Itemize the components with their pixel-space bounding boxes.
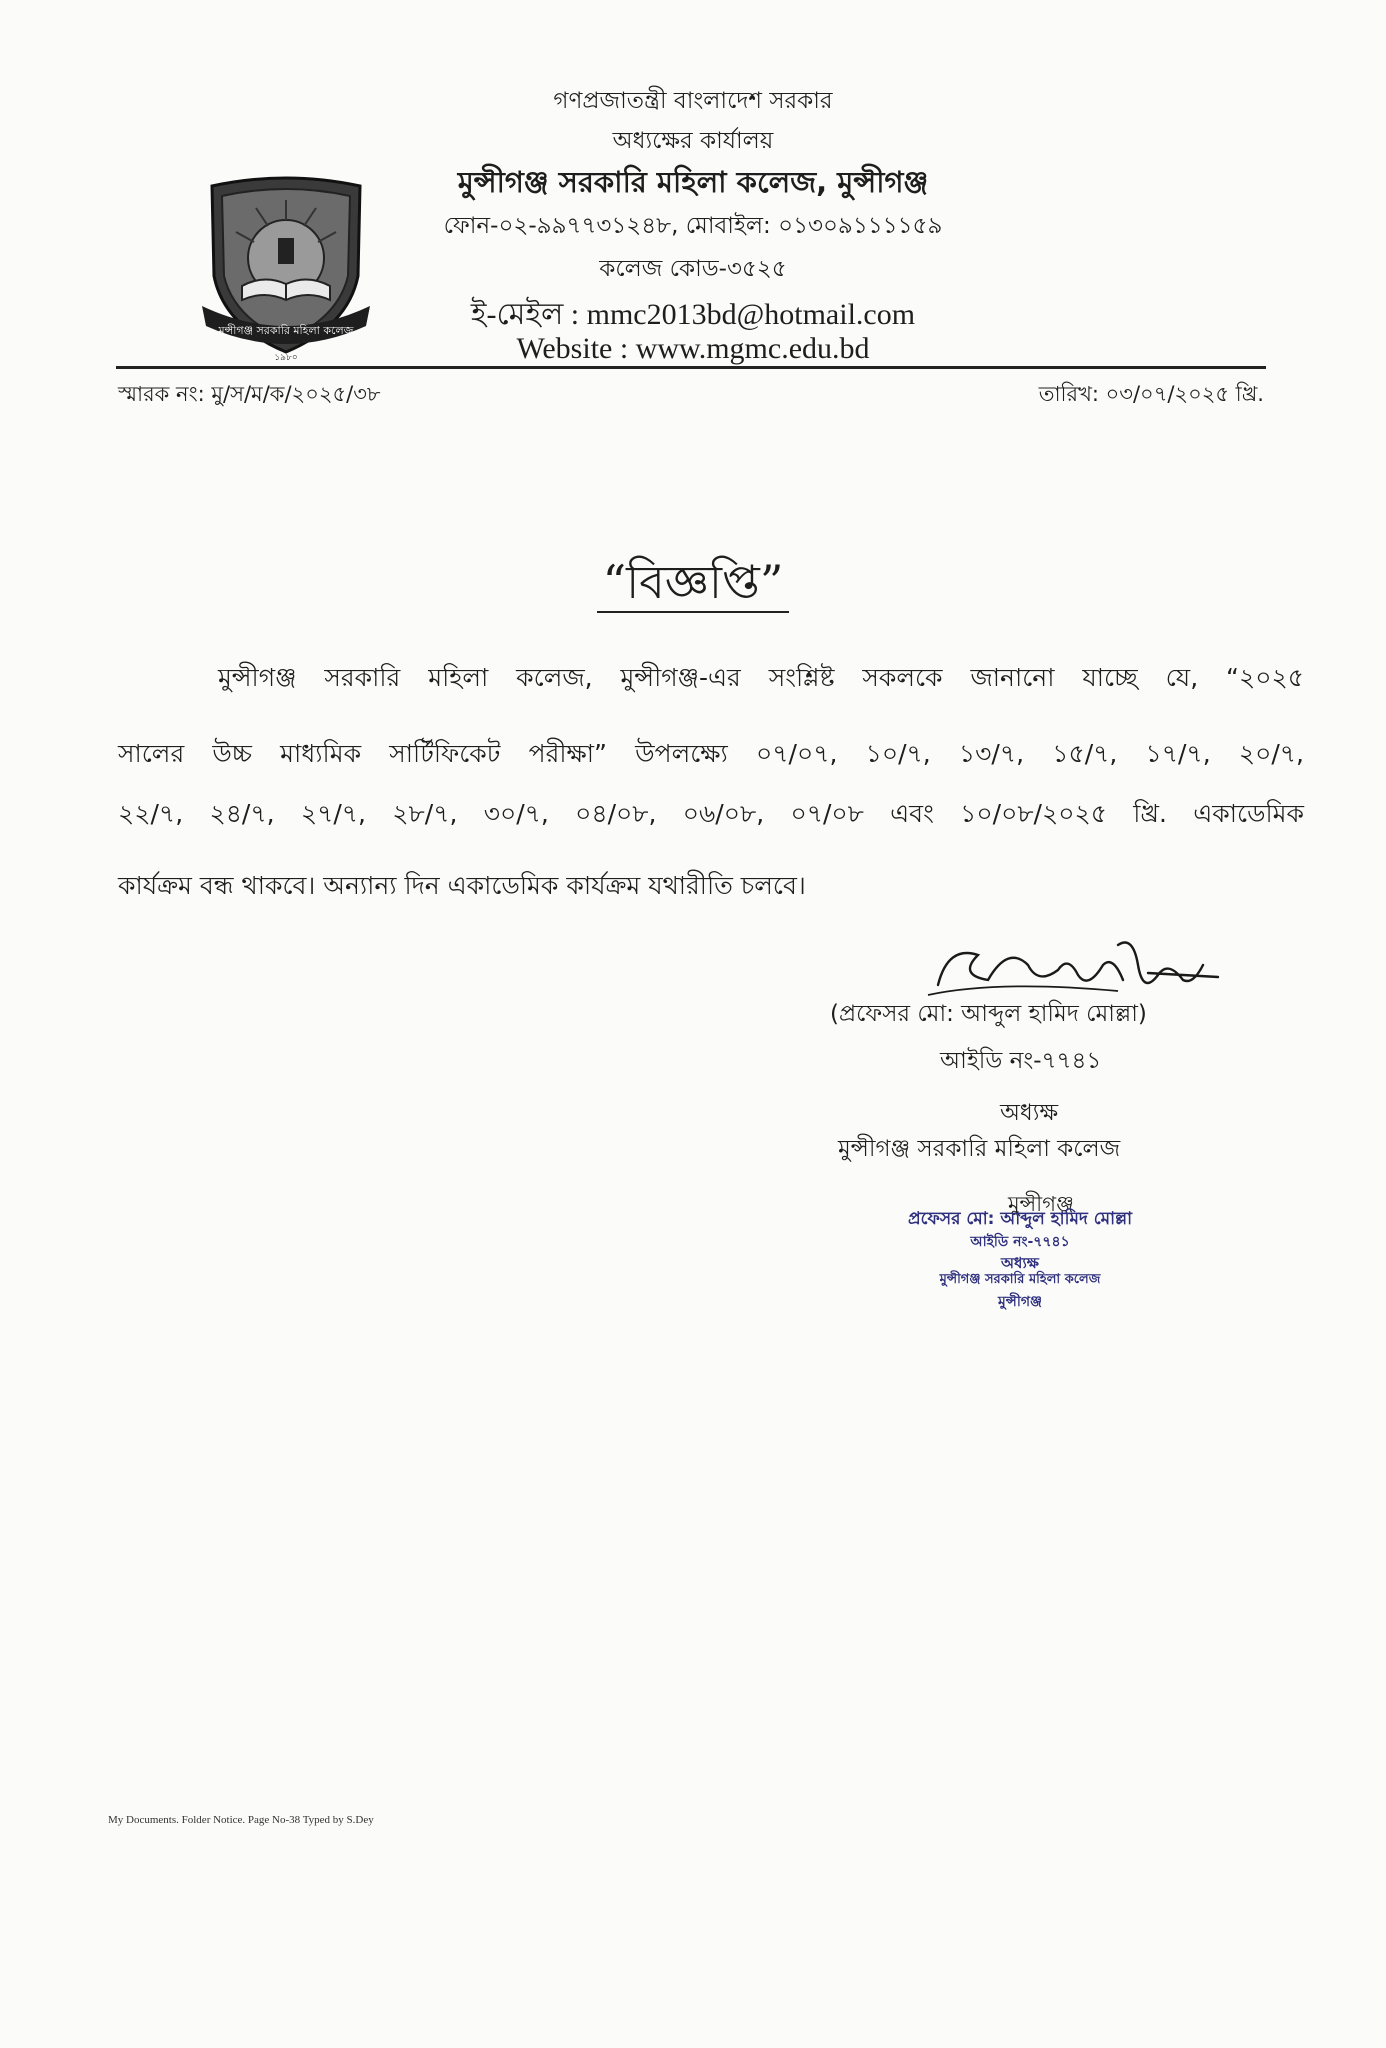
emblem-year-text: ১৯৮০ [274, 353, 298, 363]
notice-title [0, 548, 1386, 624]
header-office-line: অধ্যক্ষের কার্যালয় [612, 128, 774, 154]
notice-body-line: সালের উচ্চ মাধ্যমিক সার্টিফিকেট পরীক্ষা” উপলক্ষ্যে ০৭/০৭, ১০/৭, ১৩/৭, ১৫/৭, ১৭/৭, ২০/৭, [118, 739, 1304, 768]
notice-body-line: কার্যক্রম বন্ধ থাকবে। অন্যান্য দিন একাডেমিক কার্যক্রম যথারীতি চলবে। [118, 871, 806, 900]
header-college-code: কলেজ কোড-৩৫২৫ [599, 256, 787, 282]
seal-stamp-institution: মুন্সীগঞ্জ সরকারি মহিলা কলেজ [939, 1272, 1101, 1287]
signatory-id: আইডি নং-৭৭৪১ [940, 1048, 1102, 1074]
seal-stamp-name: প্রফেসর মো: আব্দুল হামিদ মোল্লা [907, 1209, 1133, 1229]
header-phone-line: ফোন-০২-৯৯৭৭৩১২৪৮, মোবাইল: ০১৩০৯১১১১৫৯ [443, 213, 943, 239]
seal-stamp-location: মুন্সীগঞ্জ [998, 1294, 1042, 1310]
notice-date: তারিখ: ০৩/০৭/২০২৫ খ্রি. [1038, 382, 1264, 406]
signatory-institution: মুন্সীগঞ্জ সরকারি মহিলা কলেজ [838, 1136, 1121, 1162]
seal-stamp-role: অধ্যক্ষ [1001, 1254, 1039, 1272]
header-divider [116, 366, 1266, 369]
header-college-name: মুন্সীগঞ্জ সরকারি মহিলা কলেজ, মুন্সীগঞ্জ [457, 165, 929, 199]
signatory-name: (প্রফেসর মো: আব্দুল হামিদ মোল্লা) [830, 1001, 1147, 1027]
memo-number: স্মারক নং: মু/স/ম/ক/২০২৫/৩৮ [118, 382, 381, 406]
notice-body-line: মুন্সীগঞ্জ সরকারি মহিলা কলেজ, মুন্সীগঞ্জ-এর সংশ্লিষ্ট সকলকে জানানো যাচ্ছে যে, “২০২৫ [218, 663, 1304, 692]
signatory-location: মুন্সীগঞ্জ [1008, 1192, 1074, 1216]
header-website: Website : www.mgmc.edu.bd [516, 332, 870, 365]
header-government-line: গণপ্রজাতন্ত্রী বাংলাদেশ সরকার [553, 88, 833, 114]
college-emblem-logo [198, 176, 374, 364]
footer-file-note: My Documents. Folder Notice. Page No-38 Typed by S.Dey [108, 1814, 374, 1826]
signatory-role: অধ্যক্ষ [1000, 1100, 1059, 1126]
emblem-ribbon-text: মুন্সীগঞ্জ সরকারি মহিলা কলেজ [218, 324, 354, 337]
notice-title-text: “বিজ্ঞপ্তি” [597, 555, 790, 613]
notice-body-line: ২২/৭, ২৪/৭, ২৭/৭, ২৮/৭, ৩০/৭, ০৪/০৮, ০৬/০৮, ০৭/০৮ এবং ১০/০৮/২০২৫ খ্রি. একাডেমিক [118, 799, 1304, 828]
header-email: ই-মেইল : mmc2013bd@hotmail.com [470, 298, 916, 331]
seal-stamp-id: আইডি নং-৭৭৪১ [970, 1234, 1070, 1250]
